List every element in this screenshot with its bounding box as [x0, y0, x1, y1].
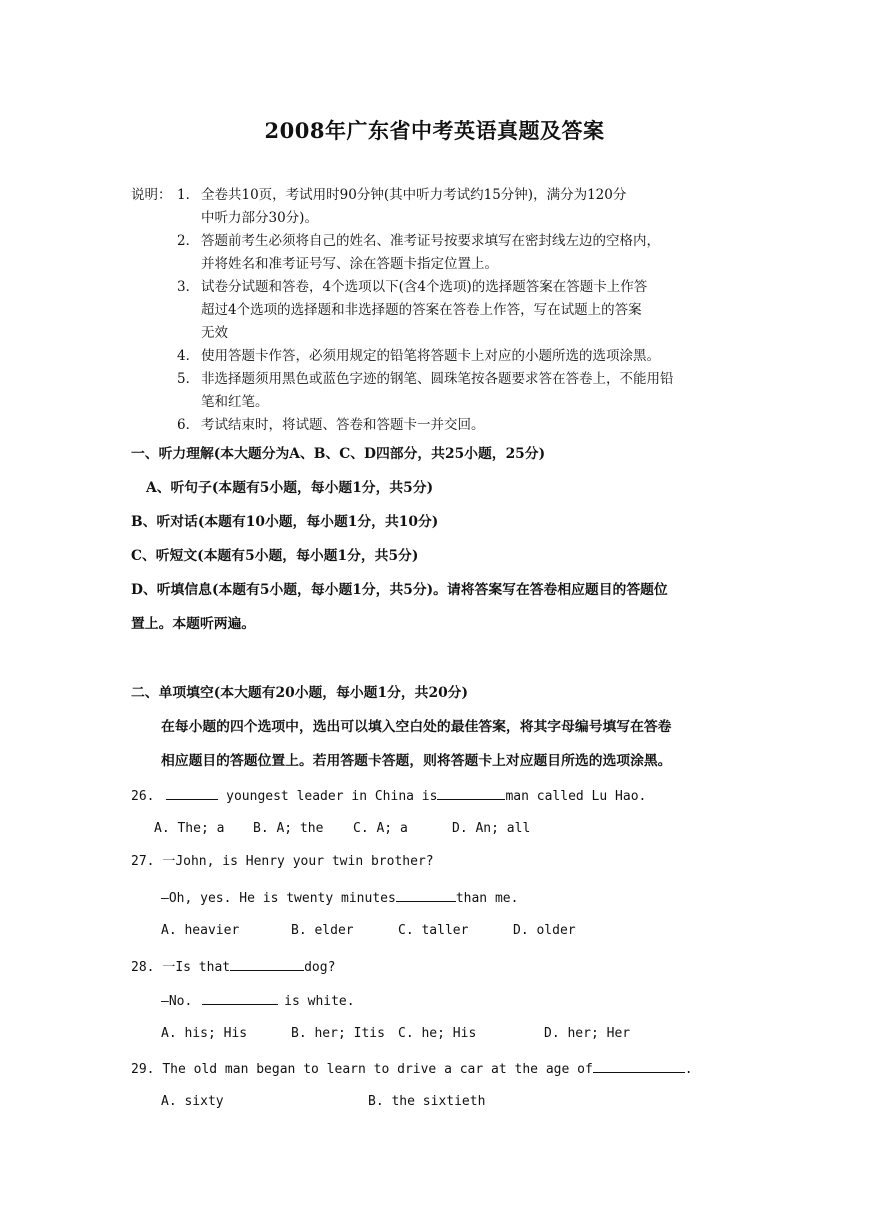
- question-text: is white.: [284, 994, 355, 1009]
- section1-heading: 一、听力理解(本大题分为A、B、C、D四部分，共25小题，25分): [131, 446, 546, 462]
- answer-blank: [396, 888, 456, 902]
- question-number: 27.: [131, 854, 155, 869]
- question-text: dog?: [304, 960, 336, 975]
- question-29-options: [161, 1093, 485, 1111]
- instruction-6-num: 6．: [177, 417, 200, 433]
- option-a: A. The; a: [154, 821, 225, 836]
- question-26: [131, 786, 646, 806]
- instruction-1-line-1: 全卷共10页，考试用时90分钟(其中听力考试约15分钟)，满分为120分: [201, 187, 627, 203]
- instruction-2-num: 2．: [177, 233, 200, 249]
- answer-blank: [593, 1059, 685, 1073]
- question-28: [131, 957, 335, 977]
- option-a: A. sixty: [161, 1094, 224, 1109]
- section1-part-d-line-2: 置上。本题听两遍。: [131, 616, 256, 632]
- question-text: —No.: [161, 994, 193, 1009]
- question-27: [131, 853, 434, 871]
- instruction-2-line-1: 答题前考生必须将自己的姓名、准考证号按要求填写在密封线左边的空格内，: [201, 233, 660, 249]
- question-text: —Oh, yes. He is twenty minutes: [161, 891, 396, 906]
- instruction-3-line-3: 无效: [201, 325, 228, 341]
- instruction-3-line-1: 试卷分试题和答卷，4个选项以下(含4个选项)的选择题答案在答题卡上作答: [201, 279, 648, 295]
- answer-blank: [230, 957, 304, 971]
- instruction-5-line-1: 非选择题须用黑色或蓝色字迹的钢笔、圆珠笔按各题要求答在答卷上，不能用铅: [201, 371, 674, 387]
- question-text: 一John, is Henry your twin brother?: [162, 854, 434, 869]
- option-b: B. the sixtieth: [368, 1094, 486, 1109]
- question-text: .: [684, 1062, 693, 1077]
- instructions-label: 说明：: [131, 187, 172, 203]
- option-b: B. A; the: [253, 821, 324, 836]
- question-text: youngest leader in China is: [226, 789, 438, 804]
- answer-blank: [166, 786, 218, 800]
- option-c: C. taller: [398, 923, 469, 938]
- option-d: D. older: [513, 923, 576, 938]
- question-text: The old man began to learn to drive a car at the age of: [162, 1062, 593, 1077]
- instruction-1-line-2: 中听力部分30分)。: [201, 210, 318, 226]
- question-26-options: [154, 820, 530, 838]
- question-28-reply: [161, 991, 355, 1011]
- section2-desc-line-2: 相应题目的答题位置上。若用答题卡答题，则将答题卡上对应题目所选的选项涂黑。: [161, 753, 672, 769]
- question-29: [131, 1059, 693, 1079]
- instruction-3-line-2: 超过4个选项的选择题和非选择题的答案在答卷上作答，写在试题上的答案: [201, 302, 642, 318]
- question-number: 26.: [131, 789, 155, 804]
- answer-blank: [437, 786, 505, 800]
- option-a: A. his; His: [161, 1026, 248, 1041]
- instruction-6-line-1: 考试结束时，将试题、答卷和答题卡一并交回。: [201, 417, 485, 433]
- option-b: B. elder: [291, 923, 354, 938]
- section1-part-c: C、听短文(本题有5小题，每小题1分，共5分): [131, 548, 419, 564]
- question-28-options: [161, 1025, 630, 1043]
- section1-part-d-line-1: D、听填信息(本题有5小题，每小题1分，共5分)。请将答案写在答卷相应题目的答题位: [131, 582, 668, 598]
- option-c: C. he; His: [398, 1026, 477, 1041]
- section2-heading: 二、单项填空(本大题有20小题，每小题1分，共20分): [131, 685, 468, 701]
- instruction-4-num: 4．: [177, 348, 200, 364]
- question-27-reply: [161, 888, 518, 908]
- option-b: B. her; Itis: [291, 1026, 385, 1041]
- question-27-options: [161, 922, 576, 940]
- answer-blank: [202, 991, 278, 1005]
- question-number: 28.: [131, 960, 155, 975]
- question-text: 一Is that: [162, 960, 231, 975]
- section1-part-a: A、听句子(本题有5小题，每小题1分，共5分): [146, 480, 434, 496]
- instruction-2-line-2: 并将姓名和准考证号写、涂在答题卡指定位置上。: [201, 256, 498, 272]
- section2-desc-line-1: 在每小题的四个选项中，选出可以填入空白处的最佳答案，将其字母编号填写在答卷: [161, 719, 672, 735]
- option-d: D. An; all: [452, 821, 531, 836]
- question-number: 29.: [131, 1062, 155, 1077]
- instruction-4-line-1: 使用答题卡作答，必须用规定的铅笔将答题卡上对应的小题所选的选项涂黑。: [201, 348, 660, 364]
- instruction-5-num: 5．: [177, 371, 200, 387]
- section1-part-b: B、听对话(本题有10小题，每小题1分，共10分): [131, 514, 439, 530]
- option-c: C. A; a: [353, 821, 408, 836]
- instruction-3-num: 3．: [177, 279, 200, 295]
- question-text: than me.: [455, 891, 519, 906]
- page-title: 2008年广东省中考英语真题及答案: [264, 118, 605, 143]
- option-a: A. heavier: [161, 923, 240, 938]
- question-text: man called Lu Hao.: [505, 789, 647, 804]
- instruction-5-line-2: 笔和红笔。: [201, 394, 269, 410]
- instruction-1-num: 1．: [177, 187, 200, 203]
- option-d: D. her; Her: [544, 1026, 631, 1041]
